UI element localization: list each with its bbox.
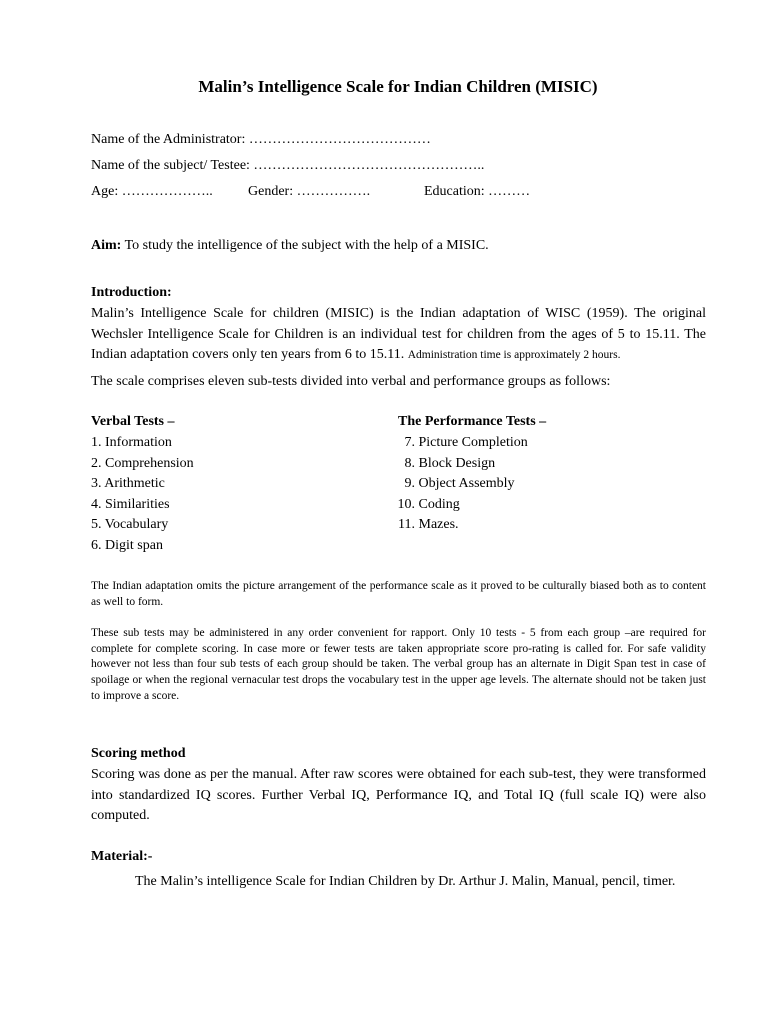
performance-test-item: 9. Object Assembly: [404, 476, 515, 492]
verbal-test-item: 6. Digit span: [91, 537, 163, 553]
performance-tests-list: [393, 414, 546, 538]
gender-field: Gender: …………….: [248, 184, 371, 199]
aim-label: Aim:: [91, 238, 122, 253]
verbal-tests-heading: Verbal Tests –: [91, 414, 175, 429]
subject-field: Name of the subject/ Testee: …………………………………………..: [91, 158, 485, 173]
material-heading: Material:-: [91, 849, 153, 864]
introduction-text: Malin’s Intelligence Scale for children (MISIC) is the Indian adaptation of WISC (1959). The original Wechsler Intelligence Scale for Children is an individual test for children from the ages of 5 to 15.11. The Indian adaptation covers only ten years from 6 to 15.11.: [91, 306, 706, 362]
age-field: Age: ………………..: [91, 184, 213, 199]
performance-test-item: 7. Picture Completion: [404, 435, 528, 450]
introduction-paragraph: [91, 304, 706, 366]
performance-test-item: 10. Coding: [397, 496, 460, 512]
scoring-paragraph: Scoring was done as per the manual. After raw scores were obtained for each sub-test, they were transformed into standardized IQ scores. Further Verbal IQ, Performance IQ, and Total IQ (full scale IQ) were also computed.: [91, 767, 706, 823]
administrator-field: Name of the Administrator: …………………………………: [91, 132, 431, 147]
verbal-test-item: 5. Vocabulary: [91, 517, 169, 533]
material-paragraph: The Malin’s intelligence Scale for Indian Children by Dr. Arthur J. Malin, Manual, pencil, timer.: [135, 874, 676, 889]
education-field: Education: ………: [424, 184, 531, 199]
scale-description: The scale comprises eleven sub-tests divided into verbal and performance groups as follows:: [91, 374, 611, 389]
scoring-heading: Scoring method: [91, 746, 186, 761]
aim-text: To study the intelligence of the subject with the help of a MISIC.: [121, 238, 489, 253]
aim-section: [91, 238, 489, 254]
verbal-test-item: 4. Similarities: [91, 496, 170, 512]
adaptation-note: The Indian adaptation omits the picture arrangement of the performance scale as it proved to be culturally biased both as to content as well to form.: [91, 580, 706, 608]
verbal-test-item: 3. Arithmetic: [91, 476, 165, 492]
introduction-heading: Introduction:: [91, 285, 172, 300]
verbal-test-item: 1. Information: [91, 435, 172, 450]
performance-tests-heading: The Performance Tests –: [398, 414, 547, 429]
performance-test-item: 8. Block Design: [404, 455, 496, 471]
administration-time-text: Administration time is approximately 2 hours.: [407, 349, 621, 361]
document-title: Malin’s Intelligence Scale for Indian Children (MISIC): [198, 77, 598, 96]
verbal-tests-list: [91, 414, 194, 559]
verbal-test-item: 2. Comprehension: [91, 455, 194, 471]
administration-note: These sub tests may be administered in any order convenient for rapport. Only 10 tests - 5 from each group –are required for complete for complete scoring. In case more or fewer tests are taken appropriate score pro-rating is called for. For safe validity however not less than four sub tests of each group should be taken. The verbal group has an alternate in Digit Span test in case of spoilage or when the regional vernacular test drops the vocabulary test in the upper age levels. The alternate should not be taken just to improve a score.: [91, 627, 706, 702]
performance-test-item: 11. Mazes.: [398, 517, 459, 533]
